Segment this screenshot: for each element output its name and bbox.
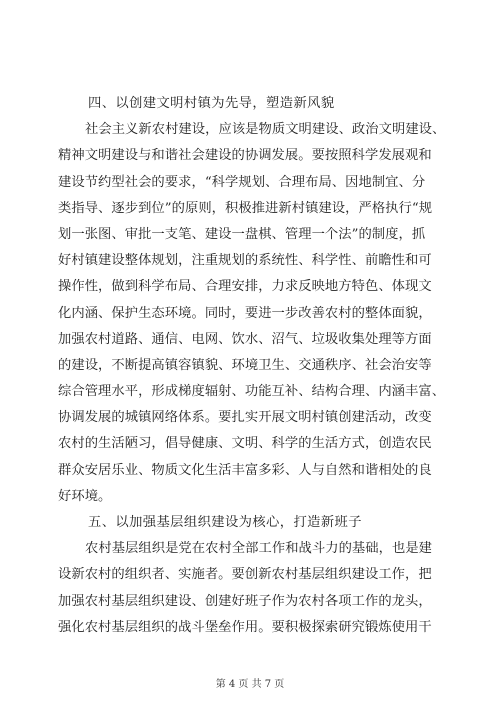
paragraph-line: 精神文明建设与和谐社会建设的协调发展。要按照科学发展观和	[58, 148, 432, 164]
paragraph-line: 群众安居乐业、物质文化生活丰富多彩、人与自然和谐相处的良	[58, 462, 432, 478]
page-number-footer: 第 4 页 共 7 页	[215, 679, 285, 690]
paragraph-line: 化内涵、保护生态环境。同时，要进一步改善农村的整体面貌，	[58, 305, 432, 321]
paragraph-line: 划一张图、审批一支笔、建设一盘棋、管理一个法”的制度，抓	[58, 226, 426, 242]
paragraph-line: 农村的生活陋习，倡导健康、文明、科学的生活方式，创造农民	[58, 436, 432, 452]
section-heading: 五、以加强基层组织建设为核心，打造新班子	[88, 515, 362, 530]
paragraph-line: 好村镇建设整体规划，注重规划的系统性、科学性、前瞻性和可	[58, 253, 432, 269]
paragraph-line: 农村基层组织是党在农村全部工作和战斗力的基础，也是建	[85, 541, 433, 557]
paragraph-line: 的建设，不断提高镇容镇貌、环境卫生、交通秩序、社会治安等	[58, 357, 432, 373]
section-heading: 四、以创建文明村镇为先导，塑造新风貌	[88, 96, 335, 111]
paragraph-line: 设新农村的组织者、实施者。要创新农村基层组织建设工作，把	[58, 567, 432, 583]
paragraph-line: 加强农村基层组织建设、创建好班子作为农村各项工作的龙头，	[58, 593, 432, 609]
paragraph-line: 建设节约型社会的要求，“科学规划、合理布局、因地制宜、分	[58, 174, 426, 190]
paragraph-line: 协调发展的城镇网络体系。要扎实开展文明村镇创建活动，改变	[58, 410, 432, 426]
paragraph-line: 社会主义新农村建设，应该是物质文明建设、政治文明建设、	[85, 122, 446, 138]
paragraph-line: 强化农村基层组织的战斗堡垒作用。要积极探索研究锻炼使用干	[58, 619, 432, 635]
document-body	[58, 91, 458, 641]
paragraph-line: 操作性，做到科学布局、合理安排，力求反映地方特色、体现文	[58, 279, 432, 295]
paragraph-line: 综合管理水平，形成梯度辐射、功能互补、结构合理、内涵丰富、	[58, 384, 446, 400]
paragraph-line: 好环境。	[58, 488, 112, 504]
paragraph-line: 类指导、逐步到位”的原则，积极推进新村镇建设，严格执行“规	[58, 200, 433, 216]
paragraph-line: 加强农村道路、通信、电网、饮水、沼气、垃圾收集处理等方面	[58, 331, 432, 347]
